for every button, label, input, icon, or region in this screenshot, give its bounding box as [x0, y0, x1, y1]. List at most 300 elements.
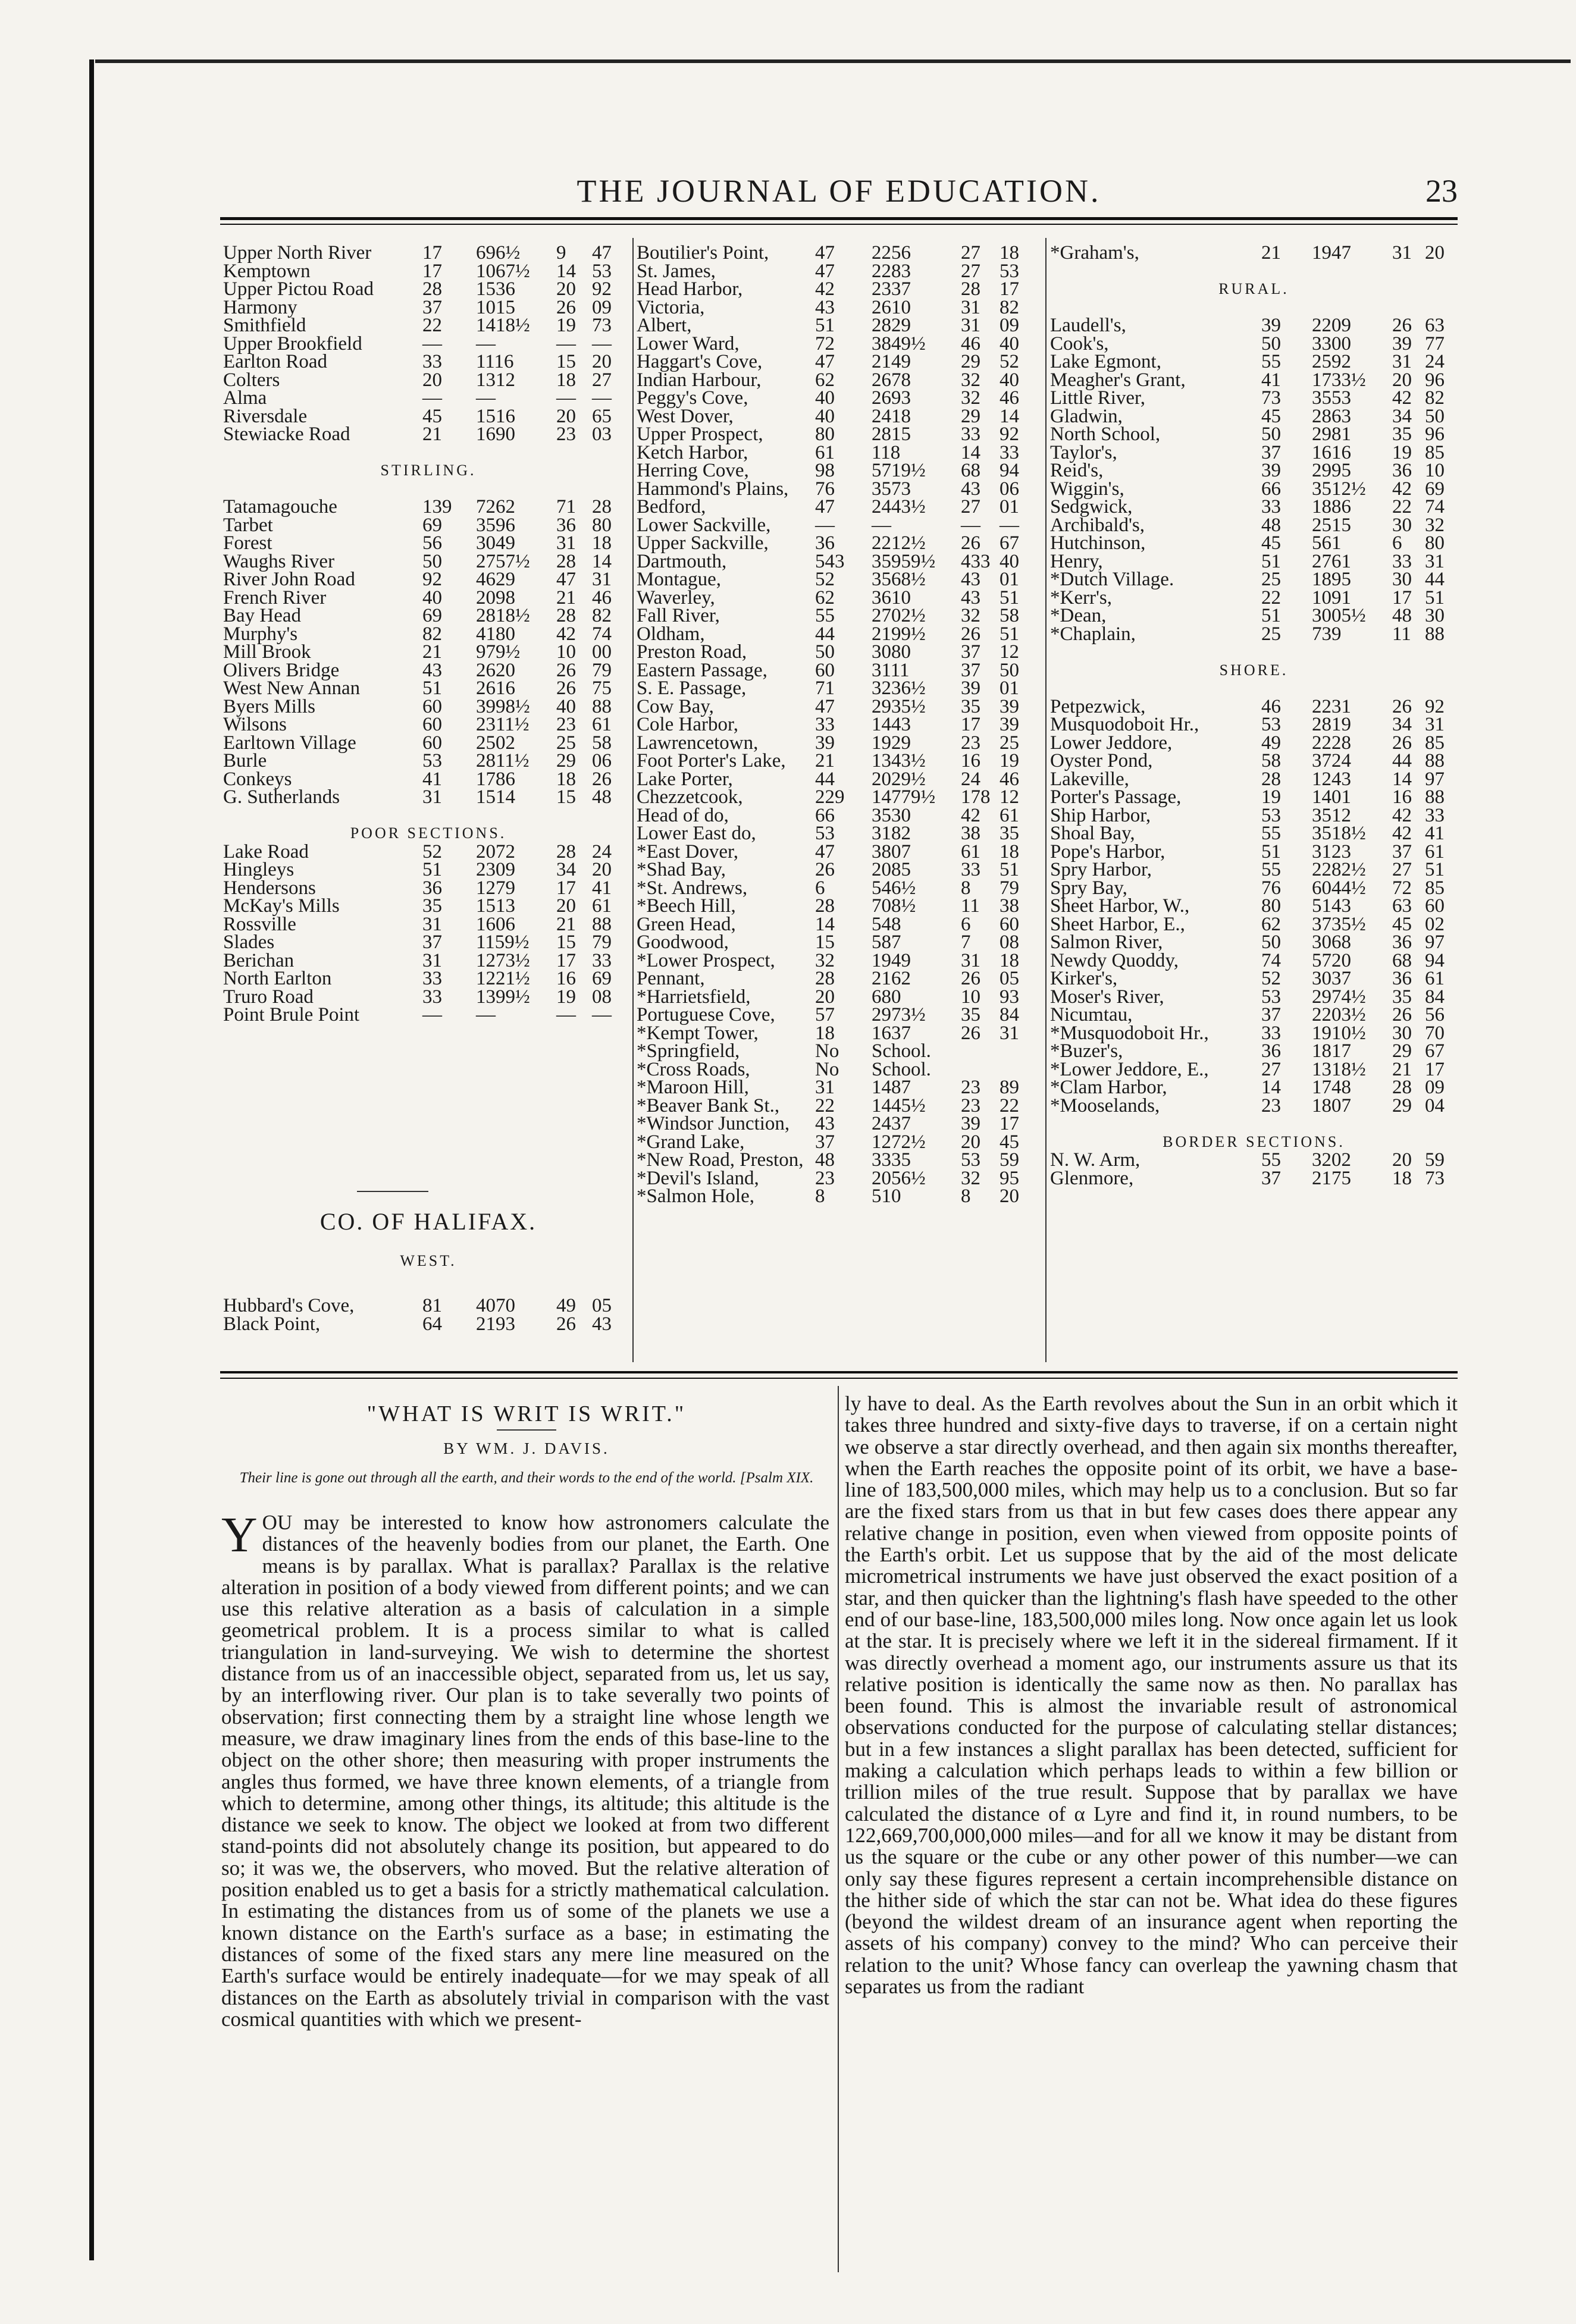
grant-dollars-cell: 46	[961, 333, 980, 355]
grant-dollars-cell: 26	[961, 1022, 980, 1044]
attendance-cell: 1516	[476, 405, 515, 427]
school-name-cell: *Springfield,	[637, 1040, 740, 1062]
school-name-cell: Hammond's Plains,	[637, 478, 789, 500]
school-name-cell: McKay's Mills	[223, 895, 340, 917]
grant-dollars-cell: 42	[1392, 478, 1412, 500]
table-row	[1050, 244, 1458, 262]
table-row	[223, 589, 634, 607]
school-name-cell: Petpezwick,	[1050, 695, 1146, 717]
school-name-cell: G. Sutherlands	[223, 786, 340, 808]
grant-cents-cell: 88	[1425, 786, 1445, 808]
grant-dollars-cell: 14	[556, 260, 576, 282]
table-row	[1050, 589, 1458, 607]
grant-cents-cell: 18	[1000, 840, 1019, 863]
grant-dollars-cell: 15	[556, 786, 576, 808]
attendance-cell: 2311½	[476, 714, 529, 735]
grant-dollars-cell: —	[556, 387, 576, 409]
attendance-cell: 3573	[872, 478, 911, 500]
pupils-cell: 47	[815, 840, 835, 863]
attendance-cell: 561	[1312, 532, 1342, 554]
attendance-cell: —	[872, 514, 891, 536]
attendance-cell: 2829	[872, 315, 911, 336]
attendance-cell: 2610	[872, 296, 911, 318]
attendance-cell: 3807	[872, 840, 911, 863]
school-name-cell: Gladwin,	[1050, 405, 1123, 427]
attendance-cell: 510	[872, 1185, 901, 1207]
pupils-cell: 47	[815, 695, 835, 717]
grant-cents-cell: 88	[592, 695, 612, 717]
grant-dollars-cell: 30	[1392, 1022, 1412, 1044]
pupils-cell: 22	[815, 1094, 835, 1116]
grant-cents-cell: 84	[1425, 986, 1445, 1008]
pupils-cell: 28	[815, 968, 835, 989]
grant-dollars-cell: 32	[961, 605, 980, 626]
pupils-cell: 76	[815, 478, 835, 500]
pupils-cell: 37	[1261, 1167, 1281, 1189]
attendance-cell: 1159½	[476, 932, 529, 953]
attendance-cell: 2309	[476, 859, 515, 880]
grant-cents-cell: 41	[592, 877, 612, 899]
school-name-cell: Kemptown	[223, 260, 311, 282]
title-rule	[497, 1429, 556, 1431]
attendance-cell: 1536	[476, 278, 515, 300]
grant-dollars-cell: 61	[961, 840, 980, 863]
grant-cents-cell: 33	[1425, 804, 1445, 826]
pupils-cell: 40	[815, 405, 835, 427]
table-row	[223, 407, 634, 426]
school-name-cell: *Kempt Tower,	[637, 1022, 759, 1044]
attendance-cell: 2974½	[1312, 986, 1366, 1008]
grant-cents-cell: 60	[1425, 895, 1445, 917]
grant-cents-cell: 73	[592, 315, 612, 336]
grant-cents-cell: 40	[1000, 333, 1019, 355]
grant-dollars-cell: 29	[1392, 1040, 1412, 1062]
table-row	[637, 770, 1047, 789]
table-row	[1050, 316, 1458, 335]
attendance-cell: 2199½	[872, 623, 926, 645]
table-row	[637, 498, 1047, 516]
school-name-cell: Sheet Harbor, W.,	[1050, 895, 1190, 917]
grant-dollars-cell: 18	[556, 369, 576, 391]
pupils-cell: 73	[1261, 387, 1281, 409]
table-row	[223, 353, 634, 371]
school-name-cell: Wilsons	[223, 714, 287, 735]
school-name-cell: Upper Pictou Road	[223, 278, 374, 300]
attendance-cell: 979½	[476, 641, 521, 663]
grant-cents-cell: 96	[1425, 424, 1445, 445]
school-name-cell: North Earlton	[223, 968, 332, 989]
school-name-cell: *Dutch Village.	[1050, 569, 1174, 590]
grant-cents-cell: 04	[1425, 1094, 1445, 1116]
table-row	[223, 1297, 634, 1315]
school-name-cell: Albert,	[637, 315, 692, 336]
grant-cents-cell: 67	[1425, 1040, 1445, 1062]
grant-dollars-cell: 26	[1392, 695, 1412, 717]
table-row	[1050, 1058, 1458, 1080]
school-name-cell: Lower Sackville,	[637, 514, 771, 536]
attendance-cell: 2761	[1312, 550, 1351, 572]
grant-dollars-cell: 14	[961, 441, 980, 463]
grant-cents-cell: 06	[592, 750, 612, 771]
school-name-cell: Lake Egmont,	[1050, 351, 1161, 372]
pupils-cell: 26	[815, 859, 835, 880]
table-row	[1050, 679, 1458, 698]
grant-dollars-cell: 37	[1392, 840, 1412, 863]
school-name-cell: Burle	[223, 750, 267, 771]
pupils-cell: 22	[422, 315, 442, 336]
grant-cents-cell: 09	[1000, 315, 1019, 336]
pupils-cell: 28	[815, 895, 835, 917]
grant-cents-cell: 51	[1000, 859, 1019, 880]
attendance-cell: 3111	[872, 659, 910, 681]
table-row	[1050, 824, 1458, 843]
school-name-cell: Cow Bay,	[637, 695, 714, 717]
school-name-cell: Truro Road	[223, 986, 314, 1008]
school-name-cell: Lower East do,	[637, 823, 756, 844]
top-border	[95, 59, 1571, 63]
table-row	[223, 534, 634, 553]
table-row	[637, 933, 1047, 952]
grant-dollars-cell: 37	[961, 641, 980, 663]
table-row	[637, 296, 1047, 318]
school-name-cell: *Maroon Hill,	[637, 1077, 749, 1098]
grant-dollars-cell: 433	[961, 550, 991, 572]
table-row	[223, 296, 634, 318]
grant-cents-cell: 80	[1425, 532, 1445, 554]
grant-dollars-cell: 28	[556, 605, 576, 626]
school-name-cell: Berichan	[223, 949, 294, 971]
pupils-cell: 62	[815, 369, 835, 391]
grant-cents-cell: 33	[1000, 441, 1019, 463]
school-name-cell: N. W. Arm,	[1050, 1149, 1141, 1171]
grant-cents-cell: 20	[1425, 242, 1445, 264]
table-row	[223, 752, 634, 770]
grant-dollars-cell: 20	[961, 1131, 980, 1153]
county-heading: CO. OF HALIFAX.	[319, 1208, 537, 1235]
attendance-cell: —	[476, 387, 496, 409]
column-divider	[1045, 238, 1047, 1362]
grant-dollars-cell: 45	[1392, 913, 1412, 935]
table-row	[637, 988, 1047, 1006]
attendance-cell: 680	[872, 986, 901, 1008]
attendance-cell: 2282½	[1312, 859, 1366, 880]
pupils-cell: 37	[1261, 441, 1281, 463]
pupils-cell: —	[422, 387, 442, 409]
attendance-cell: 1091	[1312, 587, 1351, 609]
attendance-cell: 2283	[872, 260, 911, 282]
grant-cents-cell: 12	[1000, 641, 1019, 663]
pupils-cell: 69	[422, 605, 442, 626]
school-name-cell: Wiggin's,	[1050, 478, 1124, 500]
pupils-cell: —	[422, 333, 442, 355]
school-name-cell: Indian Harbour,	[637, 369, 762, 391]
grant-cents-cell: 61	[592, 895, 612, 917]
school-name-cell: Henry,	[1050, 550, 1103, 572]
attendance-cell: 1418½	[476, 315, 530, 336]
attendance-cell: 3735½	[1312, 913, 1366, 935]
grant-cents-cell: 53	[1000, 260, 1019, 282]
school-name-cell: Dartmouth,	[637, 550, 727, 572]
pupils-cell: 21	[422, 641, 442, 663]
attendance-cell: 3123	[1312, 840, 1351, 863]
attendance-cell: 1487	[872, 1077, 911, 1098]
pupils-cell: 37	[422, 932, 442, 953]
attendance-cell: 2811½	[476, 750, 529, 771]
attendance-cell: 1067½	[476, 260, 530, 282]
grant-cents-cell: 09	[592, 296, 612, 318]
grant-dollars-cell: 17	[961, 714, 980, 735]
west-rows	[223, 1297, 634, 1333]
attendance-cell: 2995	[1312, 460, 1351, 481]
attendance-cell: 3512	[1312, 804, 1351, 826]
grant-cents-cell: 51	[1000, 587, 1019, 609]
grant-cents-cell: 30	[1425, 605, 1445, 626]
grant-dollars-cell: 16	[556, 968, 576, 989]
pupils-cell: 25	[1261, 623, 1281, 645]
grant-dollars-cell: 72	[1392, 877, 1412, 899]
grant-cents-cell: 88	[1425, 750, 1445, 771]
school-name-cell: Boutilier's Point,	[637, 242, 769, 264]
grant-cents-cell: 79	[592, 932, 612, 953]
table-row	[637, 389, 1047, 407]
grant-dollars-cell: 71	[556, 496, 576, 518]
attendance-cell: 2209	[1312, 315, 1351, 336]
table-row	[1050, 534, 1458, 553]
grant-cents-cell: 33	[592, 949, 612, 971]
attendance-cell: 1445½	[872, 1094, 926, 1116]
grant-cents-cell: 88	[1425, 623, 1445, 645]
table-row	[1050, 353, 1458, 371]
school-name-cell: Reid's,	[1050, 460, 1104, 481]
grant-dollars-cell: 28	[961, 278, 980, 300]
school-name-cell: Spry Bay,	[1050, 877, 1127, 899]
section-rule-thin	[220, 1378, 1458, 1379]
school-name-cell: Hubbard's Cove,	[223, 1295, 355, 1316]
school-name-cell: Stewiacke Road	[223, 424, 350, 445]
grant-cents-cell: 40	[1000, 369, 1019, 391]
attendance-cell: 3068	[1312, 932, 1351, 953]
pupils-cell: 37	[815, 1131, 835, 1153]
grant-dollars-cell: 34	[1392, 714, 1412, 735]
grant-cents-cell: 85	[1425, 732, 1445, 754]
grant-dollars-cell: 16	[1392, 786, 1412, 808]
table-row	[637, 788, 1047, 807]
table-row	[1050, 480, 1458, 498]
school-name-cell: *Salmon Hole,	[637, 1185, 754, 1207]
attendance-cell: 6044½	[1312, 877, 1366, 899]
table-row	[637, 534, 1047, 553]
grant-dollars-cell: 16	[961, 750, 980, 771]
table-row	[1050, 933, 1458, 952]
attendance-cell: 5143	[1312, 895, 1351, 917]
grant-cents-cell: 03	[592, 424, 612, 445]
pupils-cell: 50	[422, 550, 442, 572]
grant-dollars-cell: 33	[961, 424, 980, 445]
grant-dollars-cell: 11	[961, 895, 980, 917]
grant-cents-cell: 97	[1425, 932, 1445, 953]
table-row	[637, 316, 1047, 335]
grant-dollars-cell: 22	[1392, 496, 1412, 518]
school-name-cell: *Windsor Junction,	[637, 1113, 790, 1134]
pupils-cell: 76	[1261, 877, 1281, 899]
pupils-cell: 62	[815, 587, 835, 609]
table-row	[1050, 335, 1458, 353]
table-row	[223, 244, 634, 262]
attendance-cell: 3005½	[1312, 605, 1366, 626]
grant-dollars-cell: 28	[556, 840, 576, 863]
school-name-cell: Shoal Bay,	[1050, 823, 1135, 844]
grant-dollars-cell: 23	[961, 1077, 980, 1098]
grant-cents-cell: 61	[1425, 968, 1445, 989]
grant-dollars-cell: 27	[961, 260, 980, 282]
school-name-cell: *Devil's Island,	[637, 1167, 759, 1189]
pupils-cell: 51	[422, 678, 442, 699]
pupils-cell: 43	[422, 659, 442, 681]
table-row	[637, 1151, 1047, 1169]
table-row	[223, 970, 634, 988]
article-byline: BY WM. J. DAVIS.	[443, 1439, 610, 1457]
table-row	[637, 353, 1047, 371]
school-name-cell: Ship Harbor,	[1050, 804, 1151, 826]
grant-dollars-cell: 37	[961, 659, 980, 681]
table-row	[223, 550, 634, 572]
pupils-cell: 52	[422, 840, 442, 863]
attendance-cell: 3300	[1312, 333, 1351, 355]
grant-cents-cell: 88	[592, 913, 612, 935]
pupils-cell: 45	[1261, 532, 1281, 554]
grant-cents-cell: 96	[1425, 369, 1445, 391]
grant-dollars-cell: 19	[556, 986, 576, 1008]
grant-dollars-cell: 47	[556, 569, 576, 590]
grant-dollars-cell: 15	[556, 351, 576, 372]
grant-dollars-cell: 27	[961, 242, 980, 264]
school-name-cell: Forest	[223, 532, 272, 554]
grant-cents-cell: 94	[1000, 460, 1019, 481]
grant-cents-cell: 82	[1425, 387, 1445, 409]
grant-cents-cell: 28	[592, 496, 612, 518]
school-name-cell: Alma	[223, 387, 267, 409]
school-name-cell: Byers Mills	[223, 695, 315, 717]
attendance-cell: 3202	[1312, 1149, 1351, 1171]
pupils-cell: 14	[815, 913, 835, 935]
grant-cents-cell: 89	[1000, 1077, 1019, 1098]
attendance-cell: 3596	[476, 514, 515, 536]
pupils-cell: 23	[1261, 1094, 1281, 1116]
table-row	[637, 1006, 1047, 1024]
grant-cents-cell: 19	[1000, 750, 1019, 771]
grant-cents-cell: 40	[1000, 550, 1019, 572]
table-row	[1050, 770, 1458, 789]
attendance-cell: 1318½	[1312, 1058, 1366, 1080]
school-name-cell: Black Point,	[223, 1313, 321, 1335]
grant-cents-cell: 17	[1000, 278, 1019, 300]
school-name-cell: Lower Jeddore,	[1050, 732, 1173, 754]
pupils-cell: 20	[422, 369, 442, 391]
grant-cents-cell: 20	[592, 351, 612, 372]
attendance-cell: 2193	[476, 1313, 515, 1335]
school-name-cell: North School,	[1050, 424, 1161, 445]
pupils-cell: 51	[422, 859, 442, 880]
school-name-cell: Earlton Road	[223, 351, 328, 372]
grant-cents-cell: 92	[592, 278, 612, 300]
attendance-cell: 1949	[872, 949, 911, 971]
table-row	[223, 1006, 634, 1024]
table-row	[1050, 516, 1458, 535]
table-row	[637, 1094, 1047, 1116]
grant-dollars-cell: 20	[556, 405, 576, 427]
pupils-cell: 44	[815, 768, 835, 790]
grant-cents-cell: 61	[592, 714, 612, 735]
school-name-cell: French River	[223, 587, 327, 609]
table-row	[1050, 804, 1458, 826]
grant-dollars-cell: 34	[1392, 405, 1412, 427]
table-row	[223, 915, 634, 934]
grant-cents-cell: 53	[592, 260, 612, 282]
grant-cents-cell: 58	[592, 732, 612, 754]
table-row	[1050, 879, 1458, 898]
pupils-cell: 22	[1261, 587, 1281, 609]
table-row	[223, 840, 634, 863]
grant-cents-cell: 47	[592, 242, 612, 264]
table-column-2	[637, 244, 1047, 1206]
pupils-cell: 56	[422, 532, 442, 554]
pupils-cell: 39	[1261, 460, 1281, 481]
grant-cents-cell: 14	[592, 550, 612, 572]
article-text-2: ly have to deal. As the Earth revolves about the Sun in an orbit which it takes three hundred and sixty-five days to traverse, if on a certain night we observe a star directly overhead, and then again six months thereafter, when the Earth reaches the opposite point of its orbit, we have a base-line of 183,500,000 miles, which may help us to a conclusion. But so far are the fixed stars from us that in but few cases does there appear any relative change in position, even when viewed from opposite points of the Earth's orbit. Let us suppose that by the aid of the most delicate micrometrical instruments we have just observed the exact position of a star, and then quicker than the lightning's flash have speeded to the other end of our base-line, 183,500,000 miles long. Now once again let us look at the star. It is precisely where we left it in the sidereal firmament. If it was directly overhead a moment ago, our instruments assure us that its relative position is identically the same now as then. No parallax has been found. This is almost the invariable result of astronomical observations conducted for the purpose of calculating stellar distances; but in a few instances a slight parallax has been detected, sufficient for making a calculation which perhaps leads to within a few billion or trillion miles of the true result. Suppose that by parallax we have calculated the distance of α Lyre and find it, in round numbers, to be 122,669,700,000,000 miles—and for all we know it may be distant from us the square or the cube or any other power of this number—we can only say these figures represent a certain incomprehensible distance on the hither side of which the star can not be. What idea do these figures (beyond the wildest dream of an insurance agent when reporting the assets of his company) convey to the mind? Who can perceive their relation to the unit? Whose fancy can overleap the yawning chasm that separates us from the radiant	[845, 1392, 1458, 1999]
grant-cents-cell: 35	[1000, 823, 1019, 844]
grant-dollars-cell: 20	[1392, 369, 1412, 391]
pupils-cell: 46	[1261, 695, 1281, 717]
school-name-cell: Foot Porter's Lake,	[637, 750, 786, 771]
grant-dollars-cell: 48	[1392, 605, 1412, 626]
table-row	[637, 804, 1047, 826]
grant-dollars-cell: 8	[961, 877, 971, 899]
table-row	[637, 949, 1047, 971]
school-name-cell: Head Harbor,	[637, 278, 743, 300]
table-row	[637, 371, 1047, 390]
grant-dollars-cell: 43	[961, 478, 980, 500]
grant-dollars-cell: 20	[1392, 1149, 1412, 1171]
attendance-cell: 35959½	[872, 550, 936, 572]
grant-dollars-cell: 26	[556, 659, 576, 681]
table-row	[637, 280, 1047, 299]
pupils-cell: 31	[422, 786, 442, 808]
attendance-cell: 3610	[872, 587, 911, 609]
table-row	[1050, 1024, 1458, 1043]
grant-dollars-cell: 43	[961, 569, 980, 590]
table-row	[223, 262, 634, 281]
grant-dollars-cell: 6	[1392, 532, 1402, 554]
school-name-cell: Head of do,	[637, 804, 729, 826]
school-name-cell: Pope's Harbor,	[1050, 840, 1165, 863]
grant-dollars-cell: 10	[556, 641, 576, 663]
grant-dollars-cell: 23	[961, 732, 980, 754]
school-name-cell: Nicumtau,	[1050, 1004, 1133, 1025]
grant-cents-cell: 18	[592, 532, 612, 554]
attendance-cell: 1733½	[1312, 369, 1366, 391]
grant-dollars-cell: 39	[961, 1113, 980, 1134]
grant-dollars-cell: 29	[961, 351, 980, 372]
grant-dollars-cell: 17	[556, 949, 576, 971]
table-row	[637, 1133, 1047, 1152]
attendance-cell: 1895	[1312, 569, 1351, 590]
grant-dollars-cell: 42	[1392, 387, 1412, 409]
table-row	[1050, 570, 1458, 589]
table-row	[223, 933, 634, 952]
grant-cents-cell: 58	[1000, 605, 1019, 626]
table-row	[637, 441, 1047, 463]
attendance-cell: 2418	[872, 405, 911, 427]
